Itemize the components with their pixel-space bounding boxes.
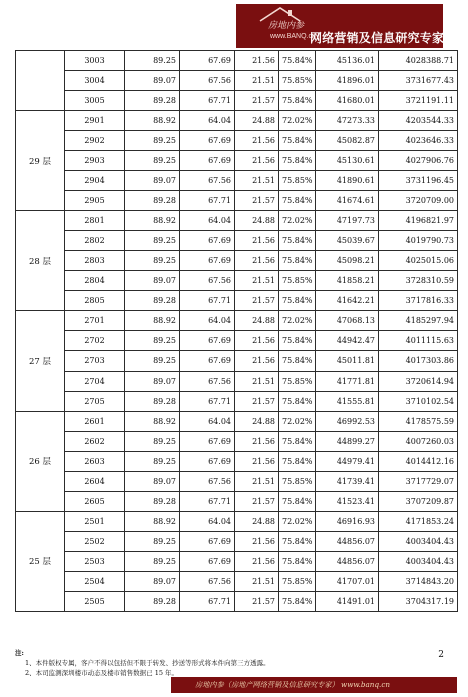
usable-area-cell: 67.56 <box>180 71 235 91</box>
unit-price-cell: 41739.41 <box>316 471 379 491</box>
usable-area-cell: 64.04 <box>180 511 235 531</box>
usable-area-cell: 67.69 <box>180 51 235 71</box>
table-row <box>16 551 458 571</box>
building-area-cell: 89.07 <box>125 471 180 491</box>
shared-area-cell: 21.51 <box>235 71 279 91</box>
room-number-cell: 2504 <box>65 571 125 591</box>
unit-price-cell: 47068.13 <box>316 311 379 331</box>
total-price-cell: 3720709.00 <box>379 191 458 211</box>
room-number-cell: 2905 <box>65 191 125 211</box>
unit-price-cell: 45136.01 <box>316 51 379 71</box>
usable-area-cell: 64.04 <box>180 211 235 231</box>
total-price-cell: 4011115.63 <box>379 331 458 351</box>
usage-rate-cell: 75.85% <box>279 571 316 591</box>
total-price-cell: 4196821.97 <box>379 211 458 231</box>
shared-area-cell: 21.57 <box>235 291 279 311</box>
usable-area-cell: 67.69 <box>180 451 235 471</box>
note-line-1: 1、本件版权专属，客户不得以包括但不限于转发、抄送等形式将本件向第三方透露。 <box>25 659 270 667</box>
room-number-cell: 2901 <box>65 111 125 131</box>
table-row <box>16 371 458 391</box>
table-row <box>16 431 458 451</box>
usage-rate-cell: 75.84% <box>279 351 316 371</box>
total-price-cell: 3714843.20 <box>379 571 458 591</box>
usage-rate-cell: 72.02% <box>279 211 316 231</box>
total-price-cell: 4007260.03 <box>379 431 458 451</box>
unit-price-cell: 41555.81 <box>316 391 379 411</box>
floor-label: 27 层 <box>16 311 65 411</box>
usage-rate-cell: 75.85% <box>279 171 316 191</box>
table-row <box>16 51 458 71</box>
total-price-cell: 3717729.07 <box>379 471 458 491</box>
table-row <box>16 191 458 211</box>
unit-price-cell: 41674.61 <box>316 191 379 211</box>
shared-area-cell: 21.57 <box>235 191 279 211</box>
total-price-cell: 4185297.94 <box>379 311 458 331</box>
shared-area-cell: 21.57 <box>235 591 279 611</box>
building-area-cell: 89.28 <box>125 291 180 311</box>
unit-price-cell: 45082.87 <box>316 131 379 151</box>
shared-area-cell: 21.56 <box>235 131 279 151</box>
building-area-cell: 89.25 <box>125 331 180 351</box>
usable-area-cell: 64.04 <box>180 311 235 331</box>
table-body <box>16 51 458 612</box>
shared-area-cell: 21.56 <box>235 151 279 171</box>
building-area-cell: 88.92 <box>125 411 180 431</box>
floor-label: 25 层 <box>16 511 65 611</box>
price-table <box>15 50 458 612</box>
shared-area-cell: 21.56 <box>235 251 279 271</box>
room-number-cell: 2804 <box>65 271 125 291</box>
building-area-cell: 89.28 <box>125 591 180 611</box>
room-number-cell: 2501 <box>65 511 125 531</box>
room-number-cell: 2801 <box>65 211 125 231</box>
usable-area-cell: 67.56 <box>180 171 235 191</box>
building-area-cell: 89.25 <box>125 251 180 271</box>
usage-rate-cell: 75.84% <box>279 551 316 571</box>
total-price-cell: 4027906.76 <box>379 151 458 171</box>
table-row <box>16 251 458 271</box>
shared-area-cell: 21.57 <box>235 491 279 511</box>
usable-area-cell: 67.56 <box>180 371 235 391</box>
building-area-cell: 89.28 <box>125 91 180 111</box>
shared-area-cell: 21.56 <box>235 431 279 451</box>
note-line-2: 2、本司监测深圳楼市动态及楼市销售数据已 15 年。 <box>25 669 179 677</box>
total-price-cell: 4017303.86 <box>379 351 458 371</box>
usage-rate-cell: 75.84% <box>279 591 316 611</box>
room-number-cell: 2601 <box>65 411 125 431</box>
room-number-cell: 2603 <box>65 451 125 471</box>
usable-area-cell: 67.71 <box>180 491 235 511</box>
total-price-cell: 4025015.06 <box>379 251 458 271</box>
table-row <box>16 291 458 311</box>
table-row <box>16 511 458 531</box>
unit-price-cell: 41680.01 <box>316 91 379 111</box>
floor-label: 28 层 <box>16 211 65 311</box>
notes-title: 注: <box>15 649 24 657</box>
table-row <box>16 151 458 171</box>
usage-rate-cell: 75.85% <box>279 371 316 391</box>
usage-rate-cell: 75.84% <box>279 391 316 411</box>
building-area-cell: 89.25 <box>125 231 180 251</box>
usable-area-cell: 67.69 <box>180 331 235 351</box>
usage-rate-cell: 75.84% <box>279 451 316 471</box>
room-number-cell: 2701 <box>65 311 125 331</box>
usage-rate-cell: 75.84% <box>279 231 316 251</box>
table-row <box>16 91 458 111</box>
room-number-cell: 2705 <box>65 391 125 411</box>
usage-rate-cell: 75.84% <box>279 291 316 311</box>
table-row <box>16 351 458 371</box>
total-price-cell: 4014412.16 <box>379 451 458 471</box>
total-price-cell: 4028388.71 <box>379 51 458 71</box>
building-area-cell: 89.25 <box>125 551 180 571</box>
usage-rate-cell: 72.02% <box>279 311 316 331</box>
logo-slogan: 网络营销及信息研究专家 <box>310 31 445 45</box>
unit-price-cell: 47273.33 <box>316 111 379 131</box>
unit-price-cell: 47197.73 <box>316 211 379 231</box>
building-area-cell: 89.25 <box>125 151 180 171</box>
shared-area-cell: 21.51 <box>235 371 279 391</box>
usage-rate-cell: 75.84% <box>279 531 316 551</box>
building-area-cell: 89.25 <box>125 51 180 71</box>
room-number-cell: 2605 <box>65 491 125 511</box>
total-price-cell: 3707209.87 <box>379 491 458 511</box>
shared-area-cell: 24.88 <box>235 211 279 231</box>
unit-price-cell: 41523.41 <box>316 491 379 511</box>
shared-area-cell: 21.56 <box>235 351 279 371</box>
room-number-cell: 2904 <box>65 171 125 191</box>
room-number-cell: 2903 <box>65 151 125 171</box>
shared-area-cell: 21.56 <box>235 551 279 571</box>
room-number-cell: 2802 <box>65 231 125 251</box>
shared-area-cell: 21.56 <box>235 331 279 351</box>
unit-price-cell: 41771.81 <box>316 371 379 391</box>
table-row <box>16 331 458 351</box>
usable-area-cell: 67.56 <box>180 571 235 591</box>
table-row <box>16 211 458 231</box>
usage-rate-cell: 72.02% <box>279 511 316 531</box>
total-price-cell: 3704317.19 <box>379 591 458 611</box>
usage-rate-cell: 75.85% <box>279 271 316 291</box>
unit-price-cell: 44942.47 <box>316 331 379 351</box>
table-row <box>16 411 458 431</box>
usage-rate-cell: 75.85% <box>279 71 316 91</box>
table-row <box>16 71 458 91</box>
usable-area-cell: 67.71 <box>180 91 235 111</box>
table-row <box>16 471 458 491</box>
usable-area-cell: 67.69 <box>180 131 235 151</box>
usable-area-cell: 67.69 <box>180 251 235 271</box>
unit-price-cell: 41896.01 <box>316 71 379 91</box>
building-area-cell: 89.28 <box>125 191 180 211</box>
shared-area-cell: 21.51 <box>235 571 279 591</box>
building-area-cell: 88.92 <box>125 511 180 531</box>
usage-rate-cell: 75.84% <box>279 51 316 71</box>
shared-area-cell: 21.56 <box>235 51 279 71</box>
unit-price-cell: 41491.01 <box>316 591 379 611</box>
usable-area-cell: 67.69 <box>180 231 235 251</box>
usable-area-cell: 67.69 <box>180 351 235 371</box>
shared-area-cell: 24.88 <box>235 111 279 131</box>
room-number-cell: 2604 <box>65 471 125 491</box>
total-price-cell: 3728310.59 <box>379 271 458 291</box>
usage-rate-cell: 75.84% <box>279 91 316 111</box>
table-row <box>16 171 458 191</box>
usage-rate-cell: 75.84% <box>279 331 316 351</box>
usage-rate-cell: 75.84% <box>279 191 316 211</box>
total-price-cell: 3710102.54 <box>379 391 458 411</box>
usable-area-cell: 67.71 <box>180 391 235 411</box>
usable-area-cell: 67.69 <box>180 531 235 551</box>
floor-label: 29 层 <box>16 111 65 211</box>
usage-rate-cell: 75.84% <box>279 491 316 511</box>
shared-area-cell: 21.56 <box>235 531 279 551</box>
building-area-cell: 89.07 <box>125 171 180 191</box>
table-row <box>16 491 458 511</box>
total-price-cell: 4019790.73 <box>379 231 458 251</box>
table-row <box>16 391 458 411</box>
building-area-cell: 89.07 <box>125 71 180 91</box>
page-number: 2 <box>438 650 444 660</box>
usage-rate-cell: 75.84% <box>279 431 316 451</box>
floor-label <box>16 51 65 111</box>
shared-area-cell: 24.88 <box>235 411 279 431</box>
building-area-cell: 89.25 <box>125 431 180 451</box>
room-number-cell: 2704 <box>65 371 125 391</box>
table-row <box>16 111 458 131</box>
unit-price-cell: 44899.27 <box>316 431 379 451</box>
room-number-cell: 2602 <box>65 431 125 451</box>
table-row <box>16 591 458 611</box>
usable-area-cell: 64.04 <box>180 411 235 431</box>
price-table-container <box>15 50 457 612</box>
shared-area-cell: 21.51 <box>235 471 279 491</box>
floor-label: 26 层 <box>16 411 65 511</box>
table-row <box>16 271 458 291</box>
usable-area-cell: 67.69 <box>180 151 235 171</box>
total-price-cell: 4003404.43 <box>379 551 458 571</box>
building-area-cell: 89.25 <box>125 351 180 371</box>
usable-area-cell: 64.04 <box>180 111 235 131</box>
shared-area-cell: 21.57 <box>235 91 279 111</box>
usage-rate-cell: 72.02% <box>279 411 316 431</box>
usable-area-cell: 67.69 <box>180 431 235 451</box>
building-area-cell: 88.92 <box>125 211 180 231</box>
logo-url: www.BANQ.cn <box>270 33 316 40</box>
unit-price-cell: 45011.81 <box>316 351 379 371</box>
table-row <box>16 131 458 151</box>
unit-price-cell: 44856.07 <box>316 531 379 551</box>
room-number-cell: 2502 <box>65 531 125 551</box>
total-price-cell: 4171853.24 <box>379 511 458 531</box>
unit-price-cell: 45098.21 <box>316 251 379 271</box>
room-number-cell: 2503 <box>65 551 125 571</box>
building-area-cell: 89.07 <box>125 571 180 591</box>
room-number-cell: 2805 <box>65 291 125 311</box>
building-area-cell: 89.07 <box>125 271 180 291</box>
unit-price-cell: 46992.53 <box>316 411 379 431</box>
room-number-cell: 3003 <box>65 51 125 71</box>
shared-area-cell: 21.51 <box>235 271 279 291</box>
total-price-cell: 4023646.33 <box>379 131 458 151</box>
shared-area-cell: 21.56 <box>235 451 279 471</box>
building-area-cell: 89.25 <box>125 531 180 551</box>
usage-rate-cell: 75.85% <box>279 471 316 491</box>
building-area-cell: 88.92 <box>125 111 180 131</box>
notes-section <box>15 648 457 678</box>
total-price-cell: 4203544.33 <box>379 111 458 131</box>
usage-rate-cell: 75.84% <box>279 251 316 271</box>
shared-area-cell: 21.57 <box>235 391 279 411</box>
room-number-cell: 2702 <box>65 331 125 351</box>
unit-price-cell: 41858.21 <box>316 271 379 291</box>
footer-banner: 房地内参（房地产网络营销及信息研究专家） www.banq.cn <box>171 677 457 693</box>
table-row <box>16 531 458 551</box>
room-number-cell: 2703 <box>65 351 125 371</box>
unit-price-cell: 45039.67 <box>316 231 379 251</box>
building-area-cell: 89.28 <box>125 391 180 411</box>
total-price-cell: 3717816.33 <box>379 291 458 311</box>
shared-area-cell: 24.88 <box>235 311 279 331</box>
table-row <box>16 231 458 251</box>
shared-area-cell: 24.88 <box>235 511 279 531</box>
total-price-cell: 4003404.43 <box>379 531 458 551</box>
room-number-cell: 3005 <box>65 91 125 111</box>
unit-price-cell: 41642.21 <box>316 291 379 311</box>
total-price-cell: 3721191.11 <box>379 91 458 111</box>
usable-area-cell: 67.69 <box>180 551 235 571</box>
building-area-cell: 89.25 <box>125 131 180 151</box>
building-area-cell: 89.25 <box>125 451 180 471</box>
room-number-cell: 2505 <box>65 591 125 611</box>
usable-area-cell: 67.71 <box>180 191 235 211</box>
unit-price-cell: 44979.41 <box>316 451 379 471</box>
shared-area-cell: 21.51 <box>235 171 279 191</box>
usable-area-cell: 67.71 <box>180 591 235 611</box>
unit-price-cell: 45130.61 <box>316 151 379 171</box>
usage-rate-cell: 75.84% <box>279 131 316 151</box>
total-price-cell: 3731196.45 <box>379 171 458 191</box>
shared-area-cell: 21.56 <box>235 231 279 251</box>
usage-rate-cell: 72.02% <box>279 111 316 131</box>
unit-price-cell: 41890.61 <box>316 171 379 191</box>
usable-area-cell: 67.56 <box>180 471 235 491</box>
table-row <box>16 451 458 471</box>
usable-area-cell: 67.71 <box>180 291 235 311</box>
usage-rate-cell: 75.84% <box>279 151 316 171</box>
building-area-cell: 89.28 <box>125 491 180 511</box>
building-area-cell: 88.92 <box>125 311 180 331</box>
table-row <box>16 571 458 591</box>
logo-brand: 房地内参 <box>268 21 305 31</box>
total-price-cell: 3720614.94 <box>379 371 458 391</box>
table-row <box>16 311 458 331</box>
total-price-cell: 3731677.43 <box>379 71 458 91</box>
room-number-cell: 2803 <box>65 251 125 271</box>
unit-price-cell: 41707.01 <box>316 571 379 591</box>
unit-price-cell: 44856.07 <box>316 551 379 571</box>
total-price-cell: 4178575.59 <box>379 411 458 431</box>
unit-price-cell: 46916.93 <box>316 511 379 531</box>
room-number-cell: 2902 <box>65 131 125 151</box>
room-number-cell: 3004 <box>65 71 125 91</box>
usable-area-cell: 67.56 <box>180 271 235 291</box>
building-area-cell: 89.07 <box>125 371 180 391</box>
